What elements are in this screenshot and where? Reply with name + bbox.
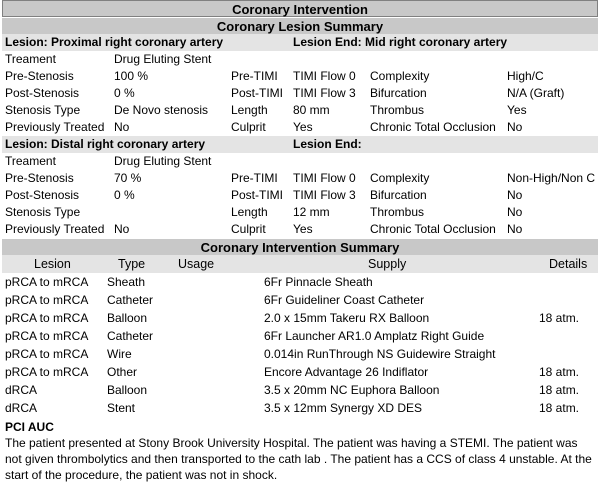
row-type: Sheath	[107, 275, 146, 289]
field-value: Drug Eluting Stent	[114, 52, 212, 66]
header-supply: Supply	[368, 257, 407, 271]
lesion-detail-row	[2, 153, 598, 170]
field-value: TIMI Flow 0	[293, 171, 356, 185]
field-value: Yes	[293, 120, 313, 134]
lesion-detail-row	[2, 102, 598, 119]
header-type: Type	[118, 257, 146, 271]
field-value: TIMI Flow 0	[293, 69, 356, 83]
field-label: Stenosis Type	[5, 103, 81, 117]
lesion-end-label: Lesion End:	[293, 137, 362, 151]
lesion-list	[2, 34, 598, 238]
row-details: 18 atm.	[539, 401, 580, 415]
row-lesion: pRCA to mRCA	[5, 293, 89, 307]
table-row	[2, 291, 598, 309]
field-label: Chronic Total Occlusion	[370, 120, 496, 134]
lesion-label: Lesion: Distal right coronary artery	[5, 137, 206, 151]
row-lesion: pRCA to mRCA	[5, 347, 89, 361]
row-details: 18 atm.	[539, 383, 580, 397]
field-value: 0 %	[114, 188, 135, 202]
table-row	[2, 363, 598, 381]
row-type: Catheter	[107, 293, 154, 307]
lesion-detail-row	[2, 204, 598, 221]
field-value: Non-High/Non C	[507, 171, 596, 185]
header-details: Details	[549, 257, 588, 271]
field-label: Bifurcation	[370, 188, 427, 202]
row-lesion: pRCA to mRCA	[5, 275, 89, 289]
field-label: Complexity	[370, 69, 430, 83]
row-lesion: pRCA to mRCA	[5, 311, 89, 325]
field-value: Yes	[293, 222, 313, 236]
lesion-detail-row	[2, 170, 598, 187]
field-label: Chronic Total Occlusion	[370, 222, 496, 236]
field-label: Pre-TIMI	[231, 171, 278, 185]
field-value: Drug Eluting Stent	[114, 154, 212, 168]
field-value: High/C	[507, 69, 544, 83]
row-supply: 6Fr Launcher AR1.0 Amplatz Right Guide	[264, 329, 485, 343]
header-usage: Usage	[178, 257, 215, 271]
field-label: Previously Treated	[5, 120, 105, 134]
field-label: Post-TIMI	[231, 86, 284, 100]
lesion-end-label: Lesion End: Mid right coronary artery	[293, 35, 508, 49]
lesion-header	[2, 136, 598, 153]
field-label: Post-Stenosis	[5, 188, 80, 202]
field-label: Previously Treated	[5, 222, 105, 236]
field-value: No	[507, 188, 523, 202]
row-supply: Encore Advantage 26 Indiflator	[264, 365, 429, 379]
field-label: Stenosis Type	[5, 205, 81, 219]
lesion-header	[2, 34, 598, 51]
field-value: No	[114, 222, 130, 236]
field-value: No	[507, 205, 523, 219]
field-label: Culprit	[231, 120, 266, 134]
row-type: Balloon	[107, 383, 148, 397]
row-supply: 6Fr Pinnacle Sheath	[264, 275, 373, 289]
field-value: De Novo stenosis	[114, 103, 209, 117]
header-lesion: Lesion	[34, 257, 71, 271]
field-label: Thrombus	[370, 205, 425, 219]
field-label: Pre-Stenosis	[5, 171, 74, 185]
field-value: 80 mm	[293, 103, 330, 117]
field-label: Pre-TIMI	[231, 69, 278, 83]
field-label: Post-Stenosis	[5, 86, 80, 100]
row-lesion: pRCA to mRCA	[5, 365, 89, 379]
lesion-detail-row	[2, 187, 598, 204]
field-value: TIMI Flow 3	[293, 86, 356, 100]
row-lesion: dRCA	[5, 401, 38, 415]
field-value: No	[507, 222, 523, 236]
field-label: Culprit	[231, 222, 266, 236]
row-supply: 2.0 x 15mm Takeru RX Balloon	[264, 311, 430, 325]
field-value: TIMI Flow 3	[293, 188, 356, 202]
lesion-label: Lesion: Proximal right coronary artery	[5, 35, 224, 49]
field-label: Bifurcation	[370, 86, 427, 100]
lesion-detail-row	[2, 51, 598, 68]
row-supply: 6Fr Guideliner Coast Catheter	[264, 293, 425, 307]
field-label: Thrombus	[370, 103, 425, 117]
table-row	[2, 309, 598, 327]
field-value: 100 %	[114, 69, 149, 83]
row-type: Stent	[107, 401, 136, 415]
row-supply: 3.5 x 20mm NC Euphora Balloon	[264, 383, 440, 397]
table-row	[2, 345, 598, 363]
table-row	[2, 381, 598, 399]
lesion-summary-title: Coronary Lesion Summary	[2, 17, 598, 34]
lesion-detail-row	[2, 68, 598, 85]
summary-header-row	[2, 255, 598, 273]
field-value: 12 mm	[293, 205, 330, 219]
row-supply: 0.014in RunThrough NS Guidewire Straight	[264, 347, 496, 361]
summary-table	[2, 273, 598, 417]
table-row	[2, 399, 598, 417]
row-supply: 3.5 x 12mm Synergy XD DES	[264, 401, 423, 415]
row-details: 18 atm.	[539, 311, 580, 325]
field-label: Length	[231, 103, 268, 117]
row-type: Catheter	[107, 329, 154, 343]
field-value: 70 %	[114, 171, 142, 185]
field-label: Treament	[5, 52, 56, 66]
field-value: No	[507, 120, 523, 134]
table-row	[2, 273, 598, 291]
auc-title: PCI AUC	[5, 420, 54, 434]
intervention-summary-title: Coronary Intervention Summary	[2, 238, 598, 255]
field-label: Pre-Stenosis	[5, 69, 74, 83]
field-value: N/A (Graft)	[507, 86, 565, 100]
lesion-detail-row	[2, 85, 598, 102]
field-label: Complexity	[370, 171, 430, 185]
field-value: Yes	[507, 103, 527, 117]
row-lesion: pRCA to mRCA	[5, 329, 89, 343]
row-type: Other	[107, 365, 138, 379]
report-title: Coronary Intervention	[2, 0, 598, 17]
lesion-detail-row	[2, 119, 598, 136]
row-type: Wire	[107, 347, 132, 361]
field-value: No	[114, 120, 130, 134]
field-label: Post-TIMI	[231, 188, 284, 202]
field-value: 0 %	[114, 86, 135, 100]
row-lesion: dRCA	[5, 383, 38, 397]
row-details: 18 atm.	[539, 365, 580, 379]
auc-narrative: The patient presented at Stony Brook University Hospital. The patient was having a STEMI. The patient was not given thrombolytics and then transported to the cath lab . The patient has a CCS of class 4 unstable. At the start of the procedure, the patient was not in shock.	[5, 436, 592, 482]
field-label: Length	[231, 205, 268, 219]
lesion-detail-row	[2, 221, 598, 238]
table-row	[2, 327, 598, 345]
report-page	[2, 0, 598, 483]
field-label: Treament	[5, 154, 56, 168]
row-type: Balloon	[107, 311, 148, 325]
